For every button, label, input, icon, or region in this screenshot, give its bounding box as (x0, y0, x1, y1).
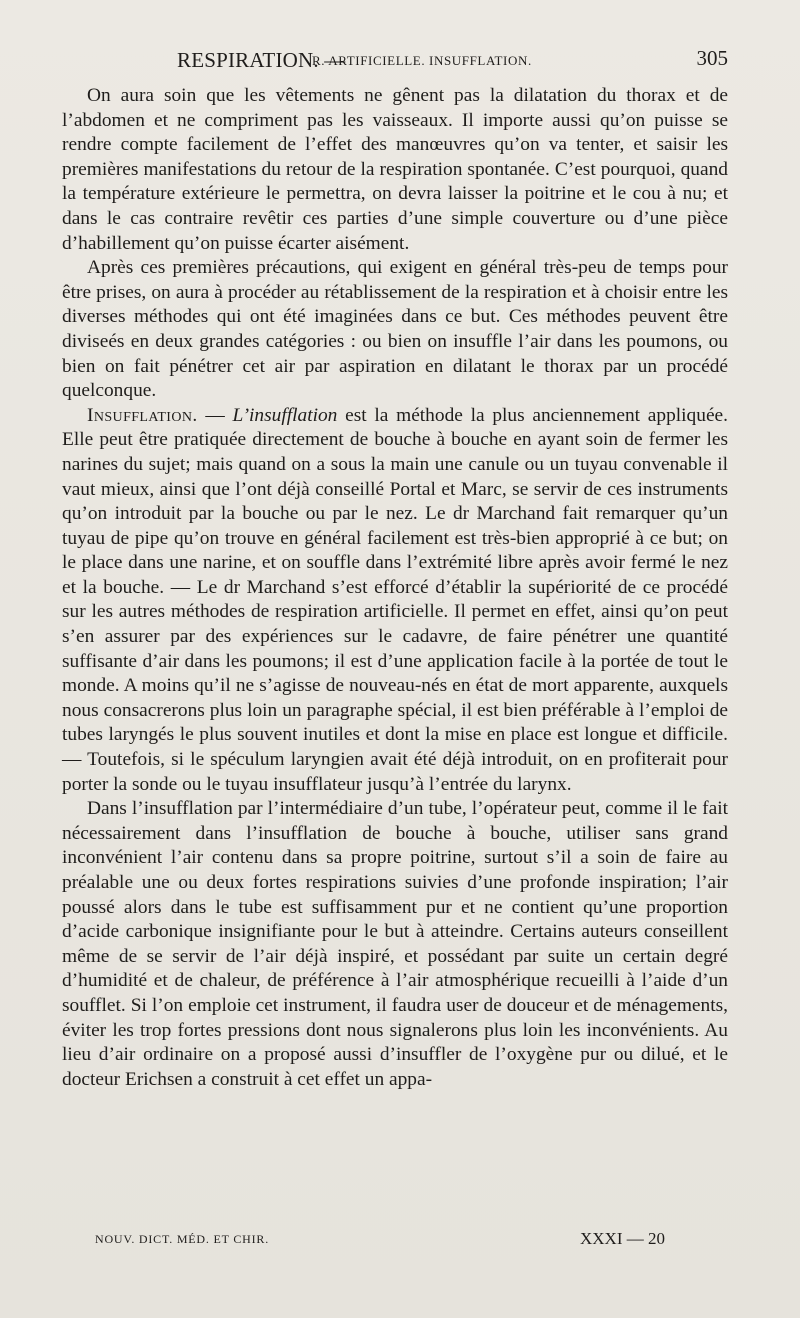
footer-source: NOUV. DICT. MÉD. ET CHIR. (95, 1232, 270, 1246)
paragraph-1: On aura soin que les vêtements ne gênent pas la dilatation du thorax et de l’abdomen et ne compriment pas les vaisseaux. Il importe aussi qu’on puisse se rendre compte facilement de l’effet des manœuvres qu’on va tenter, et saisir les premières manifestations du retour de la respiration spontanée. C’est pourquoi, quand la température extérieure le permettra, on devra laisser la poitrine et le cou à nu; et dans le cas contraire revêtir ces parties d’une simple couverture ou d’une pièce d’habillement qu’on puisse écarter aisément. (62, 85, 728, 254)
header-title: RESPIRATION. — (177, 48, 346, 72)
paragraph-3-body: est la méthode la plus anciennement appliquée. Elle peut être pratiquée directement de bouche à bouche en ayant soin de fermer les narines du sujet; mais quand on a sous la main une canule ou un tuyau convenable il vaut mieux, ainsi que l’ont déjà conseillé Portal et Marc, se servir de ces instruments qu’on introduit par la bouche ou par le nez. Le dr Marchand fait remarquer qu’un tuyau de pipe qu’on trouve en général facilement est très-bien approprié à ce but; on le place dans une narine, et on souffle dans l’extrémité libre après avoir fermé le nez et la bouche. — Le dr Marchand s’est efforcé d’établir la supériorité de ce procédé sur les autres méthodes de respiration artificielle. Il permet en effet, ainsi qu’on peut s’en assurer par des expériences sur le cadavre, de faire pénétrer une quantité suffisante d’air dans les poumons; il est d’une application facile à la portée de tout le monde. A moins qu’il ne s’agisse de nouveau-nés en état de mort apparente, auxquels nous consacrerons plus loin un paragraphe spécial, il est bien préférable à l’emploi de tubes laryngés le plus souvent inutiles et dont la mise en place est longue et difficile. — Toutefois, si le spéculum laryngien avait été déjà introduit, on en profiterait pour porter la sonde ou le tuyau insufflateur jusqu’à l’entrée du larynx. (62, 404, 729, 795)
italic-article: L’ (232, 404, 250, 426)
running-header (62, 44, 728, 74)
section-heading-insufflation: Insufflation. (87, 404, 198, 426)
page-footer (95, 1229, 665, 1253)
footer-signature: XXXI — 20 (580, 1229, 665, 1248)
page-number: 305 (696, 46, 728, 70)
paragraph-3 (62, 404, 728, 798)
heading-dash: — (197, 404, 233, 426)
paragraph-4: Dans l’insufflation par l’intermédiaire d’un tube, l’opérateur peut, comme il le fait nécessairement dans l’insufflation de bouche à bouche, utiliser sans grand inconvénient l’air contenu dans sa propre poitrine, surtout s’il a soin de faire au préalable une ou deux fortes respirations suivies d’une profonde inspiration; l’air poussé alors dans le tube est suffisamment pur et ne contient qu’une proportion d’acide carbonique insignifiante pour le but à atteindre. Certains auteurs conseillent même de se servir de l’air déjà inspiré, et possédant par suite un certain degré d’humidité et de chaleur, de préférence à l’air atmosphérique recueilli à l’aide d’un soufflet. Si l’on emploie cet instrument, il faudra user de douceur et de ménagements, éviter les trop fortes pressions dont nous signalerons plus loin les inconvénients. Au lieu d’air ordinaire on a proposé aussi d’insuffler de l’oxygène pur ou dilué, et le docteur Erichsen a construit à cet effet un appa- (62, 798, 728, 1090)
italic-term: insufflation (249, 404, 338, 426)
body-text (62, 84, 728, 1092)
paragraph-2: Après ces premières précautions, qui exigent en général très-peu de temps pour être prises, on aura à procéder au rétablissement de la respiration et à choisir entre les diverses méthodes qui ont été imaginées dans ce but. Ces méthodes peuvent être diviseés en deux grandes catégories : ou bien on insuffle l’air dans les poumons, ou bien on fait pénétrer cet air par aspiration en dilatant le thorax par un procédé quelconque. (62, 257, 728, 402)
header-subtitle: R. ARTIFICIELLE. INSUFFLATION. (312, 53, 532, 68)
